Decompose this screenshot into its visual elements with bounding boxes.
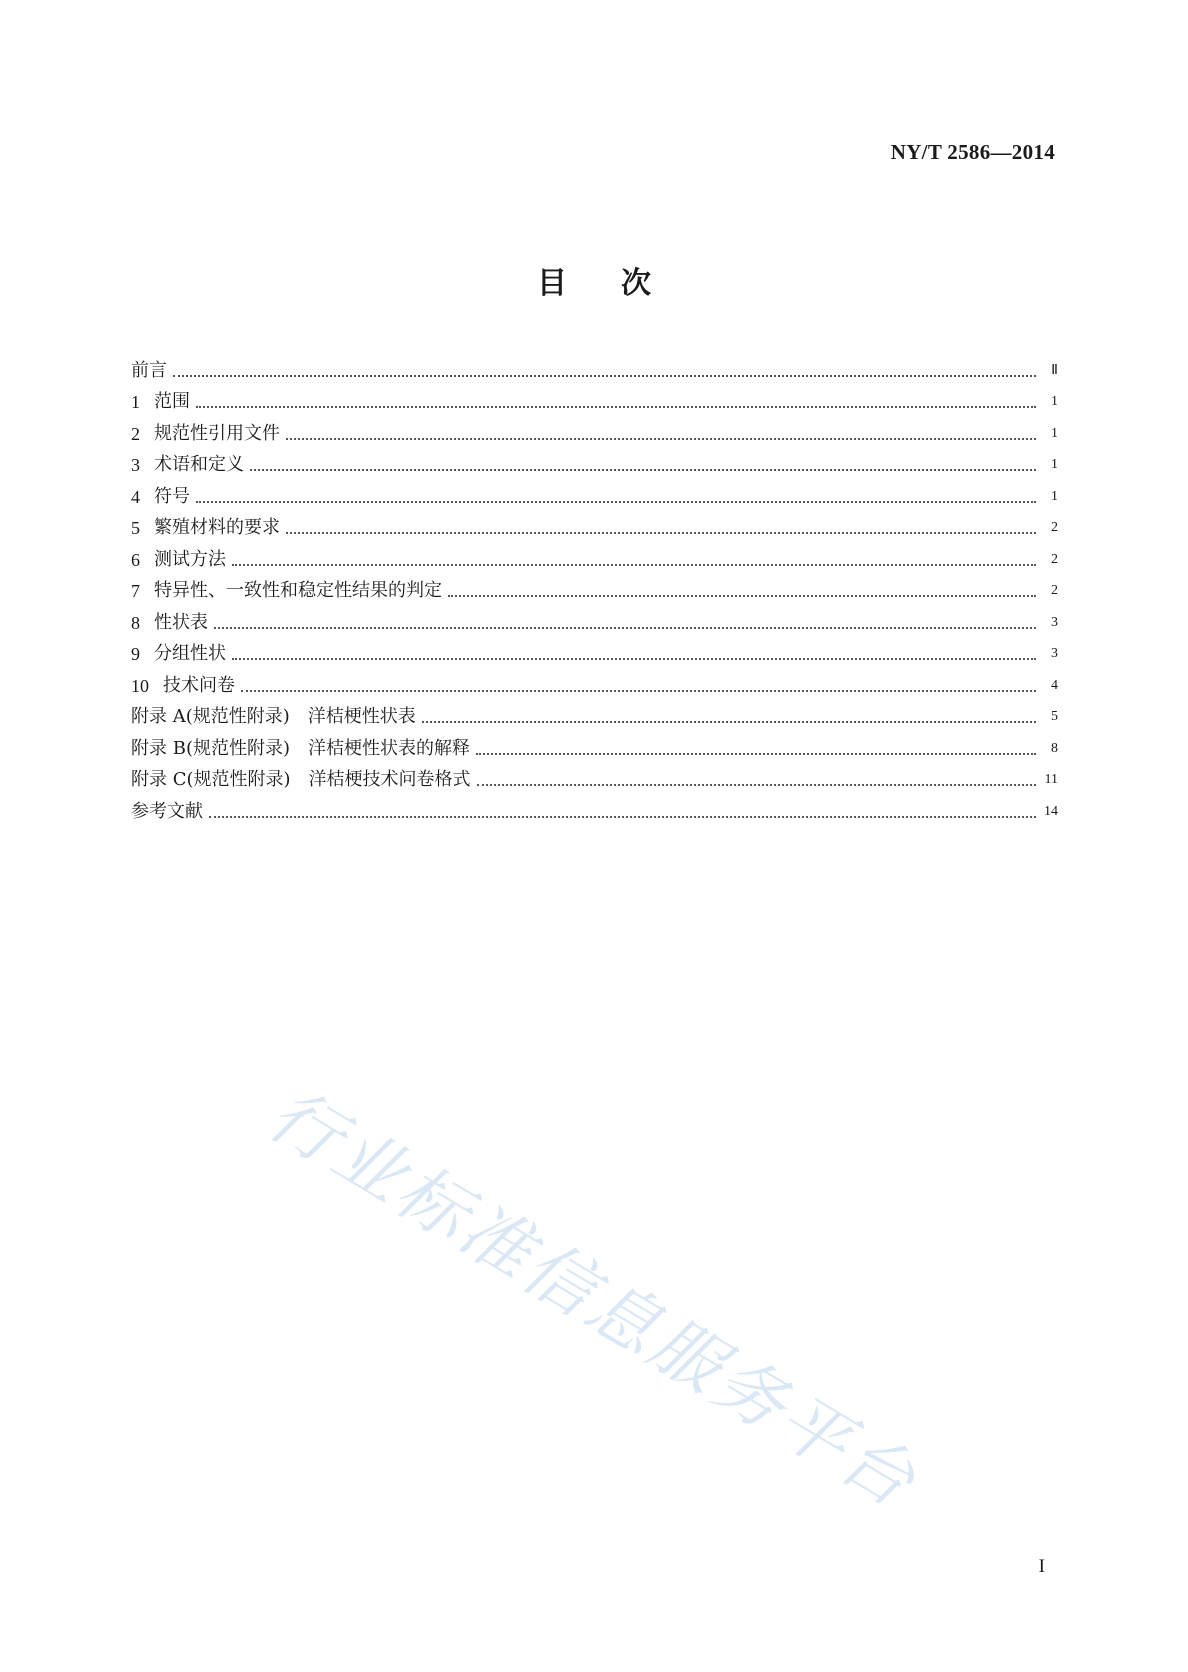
toc-entry-page: 8 xyxy=(1051,740,1058,756)
toc-entry-page: 1 xyxy=(1051,457,1058,472)
dot-leader xyxy=(196,406,1036,408)
toc-entry-page: 14 xyxy=(1044,803,1058,819)
dot-leader xyxy=(232,564,1036,566)
toc-entry-page: Ⅱ xyxy=(1051,362,1058,378)
toc-entry-number: 4 xyxy=(131,486,140,507)
toc-entry-foreword[interactable] xyxy=(131,350,1058,382)
toc-entry-page: 3 xyxy=(1051,646,1058,661)
page-title: 目次 xyxy=(537,266,705,301)
dot-leader xyxy=(250,469,1036,471)
toc-entry-number: 8 xyxy=(131,612,140,633)
toc-entry-page: 1 xyxy=(1051,488,1058,504)
dot-leader xyxy=(214,627,1036,629)
dot-leader xyxy=(209,816,1036,818)
toc-entry-appendix-c[interactable] xyxy=(131,760,1058,792)
toc-entry-label: 术语和定义 xyxy=(154,454,244,475)
toc-entry-references[interactable] xyxy=(131,791,1058,823)
toc-entry-label: 参考文献 xyxy=(131,800,203,822)
dot-leader xyxy=(476,753,1036,755)
toc-entry-page: 1 xyxy=(1051,394,1058,409)
toc-entry-label: 范围 xyxy=(154,391,190,412)
toc-entry-number: 7 xyxy=(131,581,140,601)
toc-entry-label: 繁殖材料的要求 xyxy=(154,517,280,538)
dot-leader xyxy=(241,690,1036,692)
toc-entry-number: 6 xyxy=(131,549,140,570)
toc-entry-page: 2 xyxy=(1051,583,1058,598)
toc-entry-8[interactable] xyxy=(131,602,1058,634)
toc-entry-1[interactable] xyxy=(131,382,1058,414)
toc-entry-9[interactable] xyxy=(131,634,1058,666)
dot-leader xyxy=(232,658,1036,660)
toc-entry-label: 前言 xyxy=(131,359,167,381)
toc-entry-page: 5 xyxy=(1051,709,1058,724)
toc-entry-label: 符号 xyxy=(154,485,190,507)
watermark: 行业标准信息服务平台 xyxy=(255,1072,932,1525)
dot-leader xyxy=(286,438,1036,440)
toc-entry-7[interactable] xyxy=(131,571,1058,603)
toc-entry-number: 5 xyxy=(131,518,140,538)
toc-entry-label: 分组性状 xyxy=(154,643,226,664)
toc-entry-appendix-b[interactable] xyxy=(131,728,1058,760)
toc-entry-label: 附录 B(规范性附录) 洋桔梗性状表的解释 xyxy=(131,737,470,759)
toc-entry-3[interactable] xyxy=(131,445,1058,477)
page-number: I xyxy=(1038,1556,1045,1577)
toc-entry-page: 2 xyxy=(1051,520,1058,535)
toc-entry-page: 4 xyxy=(1051,677,1058,693)
toc-entry-number: 1 xyxy=(131,392,140,412)
toc-entry-6[interactable] xyxy=(131,539,1058,571)
table-of-contents xyxy=(131,350,1058,823)
toc-entry-number: 2 xyxy=(131,423,140,444)
toc-entry-page: 3 xyxy=(1051,614,1058,630)
standard-number: NY/T 2586—2014 xyxy=(890,140,1055,164)
toc-entry-page: 11 xyxy=(1044,772,1058,787)
toc-entry-label: 测试方法 xyxy=(154,548,226,570)
toc-entry-label: 技术问卷 xyxy=(163,674,235,696)
toc-entry-number: 10 xyxy=(131,675,149,696)
dot-leader xyxy=(286,532,1036,534)
toc-entry-label: 性状表 xyxy=(154,611,208,633)
toc-entry-number: 9 xyxy=(131,644,140,664)
dot-leader xyxy=(173,375,1036,377)
dot-leader xyxy=(422,721,1036,723)
toc-entry-label: 附录 C(规范性附录) 洋桔梗技术问卷格式 xyxy=(131,769,471,790)
toc-entry-5[interactable] xyxy=(131,508,1058,540)
toc-entry-4[interactable] xyxy=(131,476,1058,508)
toc-entry-appendix-a[interactable] xyxy=(131,697,1058,729)
toc-entry-number: 3 xyxy=(131,455,140,475)
toc-entry-2[interactable] xyxy=(131,413,1058,445)
dot-leader xyxy=(196,501,1036,503)
toc-entry-label: 附录 A(规范性附录) 洋桔梗性状表 xyxy=(131,706,416,727)
toc-entry-label: 规范性引用文件 xyxy=(154,422,280,444)
toc-entry-label: 特异性、一致性和稳定性结果的判定 xyxy=(154,580,442,601)
toc-entry-page: 2 xyxy=(1051,551,1058,567)
dot-leader xyxy=(448,595,1036,597)
toc-entry-10[interactable] xyxy=(131,665,1058,697)
dot-leader xyxy=(477,784,1036,786)
toc-entry-page: 1 xyxy=(1051,425,1058,441)
